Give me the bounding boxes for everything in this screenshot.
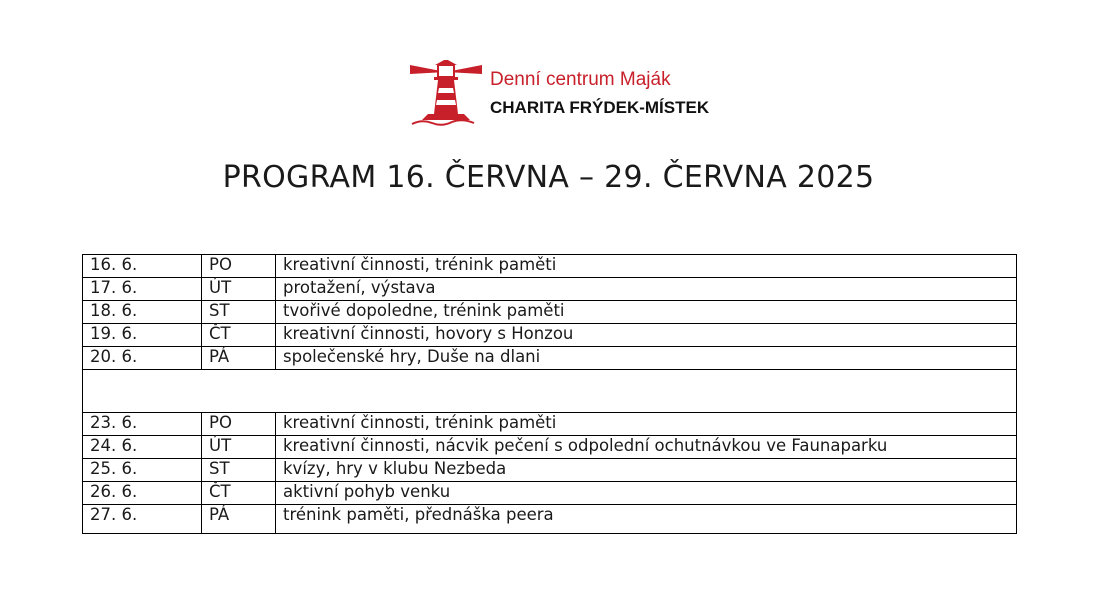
date-cell: 19. 6. [83, 324, 202, 347]
date-cell: 18. 6. [83, 301, 202, 324]
empty-cell [83, 370, 1017, 413]
day-cell: ÚT [202, 278, 276, 301]
table-row [83, 324, 1017, 347]
day-cell: ST [202, 301, 276, 324]
logo [408, 60, 728, 130]
activity-cell: kreativní činnosti, hovory s Honzou [276, 324, 1017, 347]
day-cell: PÁ [202, 505, 276, 534]
activity-cell: kreativní činnosti, trénink paměti [276, 413, 1017, 436]
day-cell: PÁ [202, 347, 276, 370]
table-row [83, 255, 1017, 278]
table-row [83, 413, 1017, 436]
page-title: PROGRAM 16. ČERVNA – 29. ČERVNA 2025 [222, 160, 875, 195]
logo-title: Denní centrum Maják [490, 69, 671, 90]
table-row [83, 436, 1017, 459]
date-cell: 16. 6. [83, 255, 202, 278]
date-cell: 27. 6. [83, 505, 202, 534]
table-row [83, 505, 1017, 534]
weekend-gap-row [83, 370, 1017, 413]
activity-cell: kvízy, hry v klubu Nezbeda [276, 459, 1017, 482]
logo-subtitle: CHARITA FRÝDEK-MÍSTEK [490, 98, 710, 117]
activity-cell: aktivní pohyb venku [276, 482, 1017, 505]
activity-cell: tvořivé dopoledne, trénink paměti [276, 301, 1017, 324]
day-cell: ST [202, 459, 276, 482]
lighthouse-icon [408, 60, 484, 126]
table-row [83, 459, 1017, 482]
table-row [83, 278, 1017, 301]
day-cell: PO [202, 255, 276, 278]
table-row [83, 301, 1017, 324]
date-cell: 24. 6. [83, 436, 202, 459]
table-row [83, 347, 1017, 370]
activity-cell: kreativní činnosti, trénink paměti [276, 255, 1017, 278]
date-cell: 23. 6. [83, 413, 202, 436]
date-cell: 20. 6. [83, 347, 202, 370]
day-cell: ÚT [202, 436, 276, 459]
day-cell: ČT [202, 324, 276, 347]
program-table [82, 254, 1017, 534]
table-row [83, 482, 1017, 505]
date-cell: 17. 6. [83, 278, 202, 301]
activity-cell: kreativní činnosti, nácvik pečení s odpolední ochutnávkou ve Faunaparku [276, 436, 1017, 459]
day-cell: ČT [202, 482, 276, 505]
activity-cell: společenské hry, Duše na dlani [276, 347, 1017, 370]
activity-cell: trénink paměti, přednáška peera [276, 505, 1017, 534]
day-cell: PO [202, 413, 276, 436]
date-cell: 25. 6. [83, 459, 202, 482]
activity-cell: protažení, výstava [276, 278, 1017, 301]
date-cell: 26. 6. [83, 482, 202, 505]
